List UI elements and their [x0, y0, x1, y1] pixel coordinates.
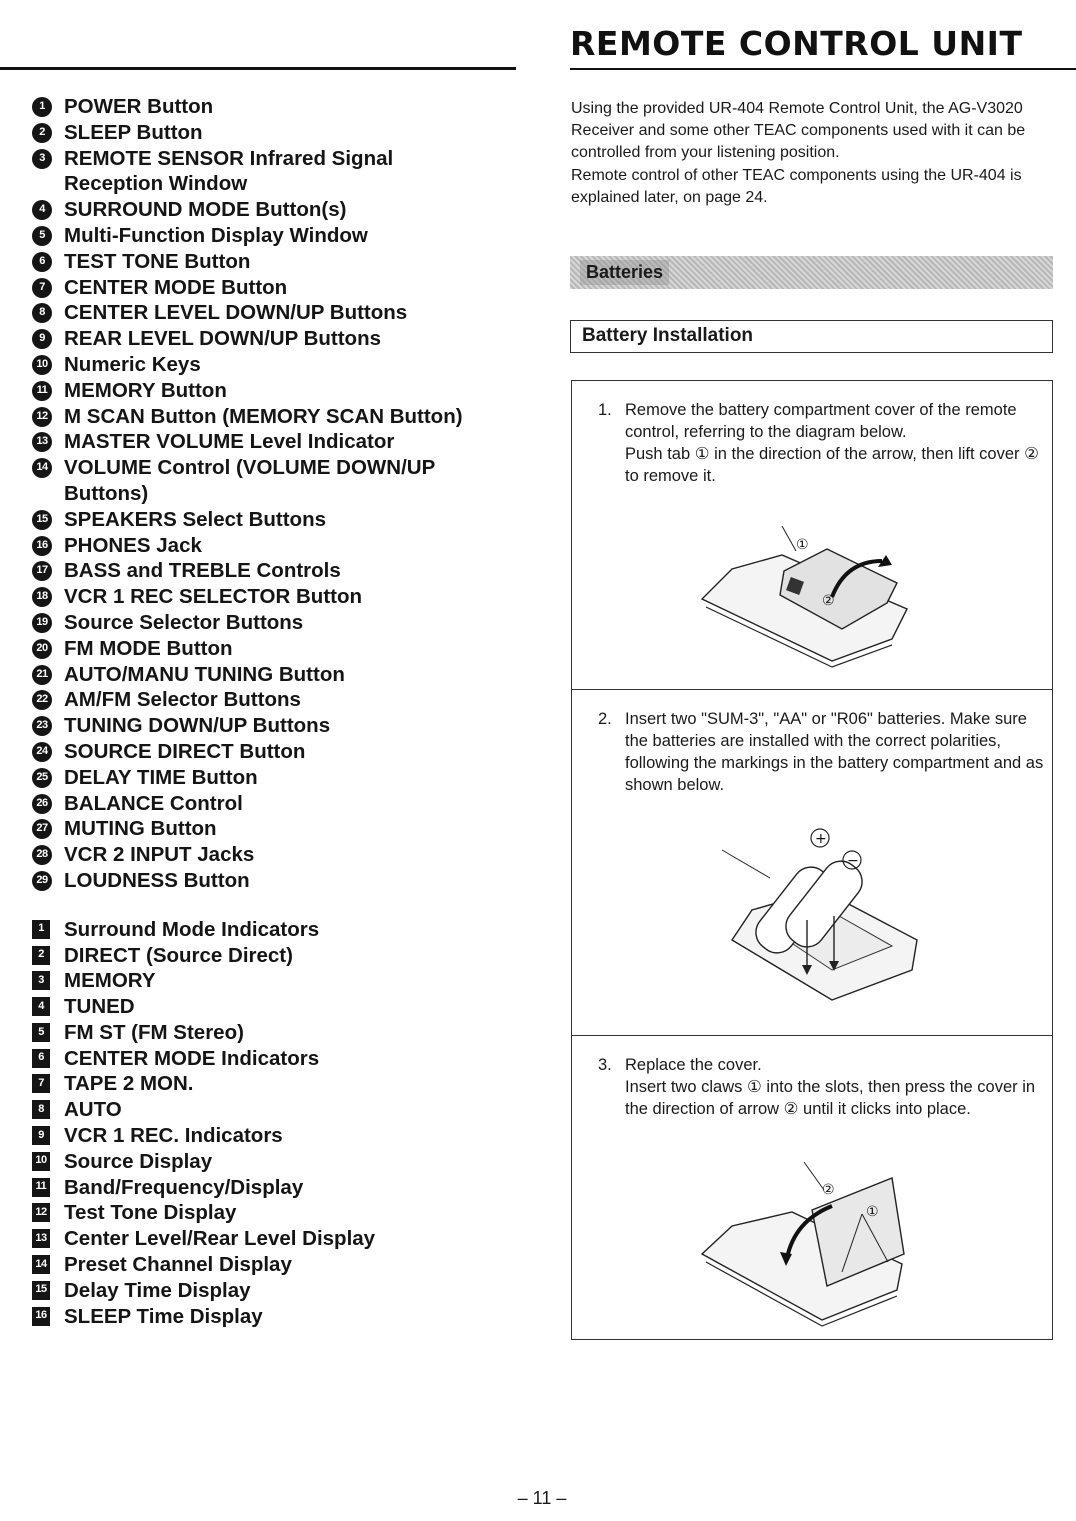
number-badge: 2: [32, 123, 52, 143]
display-list-item: 11 Band/Frequency/Display: [32, 1175, 532, 1201]
number-badge: 28: [32, 845, 52, 865]
callout-2: ②: [822, 593, 835, 609]
square-badge: 13: [32, 1229, 50, 1248]
square-badge: 9: [32, 1126, 50, 1145]
square-badge: 7: [32, 1074, 50, 1093]
list-item: 8 CENTER LEVEL DOWN/UP Buttons: [32, 300, 532, 326]
list-item: 20 FM MODE Button: [32, 636, 532, 662]
svg-text:+: +: [815, 831, 827, 847]
list-item: 19 Source Selector Buttons: [32, 610, 532, 636]
step-number: 1.: [598, 401, 612, 419]
list-item: 28 VCR 2 INPUT Jacks: [32, 842, 532, 868]
callout-2: ②: [822, 1182, 835, 1198]
square-badge: 16: [32, 1307, 50, 1326]
display-list-item: 7 TAPE 2 MON.: [32, 1071, 532, 1097]
batteries-banner: [570, 256, 1053, 289]
display-list-item: 4 TUNED: [32, 994, 532, 1020]
step-number: 3.: [598, 1056, 612, 1074]
number-badge: 24: [32, 742, 52, 762]
list-item: 26 BALANCE Control: [32, 791, 532, 817]
number-badge: 19: [32, 613, 52, 633]
list-item: 25 DELAY TIME Button: [32, 765, 532, 791]
display-list-item: 1 Surround Mode Indicators: [32, 917, 532, 943]
callout-1: ①: [796, 537, 809, 553]
number-badge: 10: [32, 355, 52, 375]
list-item: 13 MASTER VOLUME Level Indicator: [32, 429, 532, 455]
square-badge: 8: [32, 1100, 50, 1119]
number-badge: 3: [32, 149, 52, 169]
intro-paragraph: Using the provided UR-404 Remote Control Unit, the AG-V3020 Receiver and some other TEAC components used with it can be controlled from your listening position.: [571, 100, 1026, 162]
number-badge: 14: [32, 458, 52, 478]
list-item: 2 SLEEP Button: [32, 120, 532, 146]
display-list-item: 16 SLEEP Time Display: [32, 1304, 532, 1330]
display-list-item: 5 FM ST (FM Stereo): [32, 1020, 532, 1046]
list-item: 24 SOURCE DIRECT Button: [32, 739, 532, 765]
number-badge: 27: [32, 819, 52, 839]
insert-batteries-diagram: [712, 820, 942, 1020]
remove-cover-diagram: [692, 521, 922, 671]
display-list-item: 15 Delay Time Display: [32, 1278, 532, 1304]
square-badge: 11: [32, 1178, 50, 1197]
square-badge: 15: [32, 1281, 50, 1300]
number-badge: 29: [32, 871, 52, 891]
square-badge: 5: [32, 1023, 50, 1042]
list-item: 7 CENTER MODE Button: [32, 275, 532, 301]
installation-steps: [571, 380, 1053, 1340]
square-badge: 12: [32, 1203, 50, 1222]
display-list-item: 2 DIRECT (Source Direct): [32, 943, 532, 969]
number-badge: 18: [32, 587, 52, 607]
display-list-item: 13 Center Level/Rear Level Display: [32, 1226, 532, 1252]
list-item: 16 PHONES Jack: [32, 533, 532, 559]
list-item: 6 TEST TONE Button: [32, 249, 532, 275]
number-badge: 25: [32, 768, 52, 788]
number-badge: 7: [32, 278, 52, 298]
square-badge: 1: [32, 920, 50, 939]
replace-cover-diagram: [692, 1154, 922, 1330]
display-list-item: 10 Source Display: [32, 1149, 532, 1175]
list-item: 5 Multi-Function Display Window: [32, 223, 532, 249]
number-badge: 26: [32, 794, 52, 814]
list-item: 14 VOLUME Control (VOLUME DOWN/UP Buttons): [32, 455, 532, 507]
list-item: 23 TUNING DOWN/UP Buttons: [32, 713, 532, 739]
list-item: 10 Numeric Keys: [32, 352, 532, 378]
page-number: – 11 –: [517, 1488, 567, 1508]
step-3: 3. Replace the cover. Insert two claws ① into the slots, then press the cover in the direction of arrow ② until it clicks into place. ② ①: [572, 1035, 1052, 1340]
square-badge: 2: [32, 946, 50, 965]
number-badge: 6: [32, 252, 52, 272]
list-item: 12 M SCAN Button (MEMORY SCAN Button): [32, 404, 532, 430]
list-item: 1 POWER Button: [32, 94, 532, 120]
list-item: 3 REMOTE SENSOR Infrared Signal Reception Window: [32, 146, 532, 198]
battery-installation-heading: Battery Installation: [570, 320, 1053, 353]
header-rule-right: [570, 68, 1076, 70]
square-badge: 6: [32, 1049, 50, 1068]
square-badge: 4: [32, 997, 50, 1016]
display-list-item: 14 Preset Channel Display: [32, 1252, 532, 1278]
list-item: 9 REAR LEVEL DOWN/UP Buttons: [32, 326, 532, 352]
list-item: 29 LOUDNESS Button: [32, 868, 532, 894]
display-list-item: 12 Test Tone Display: [32, 1200, 532, 1226]
list-item: 4 SURROUND MODE Button(s): [32, 197, 532, 223]
number-badge: 15: [32, 510, 52, 530]
header-rule-left: [0, 67, 516, 70]
number-badge: 22: [32, 690, 52, 710]
number-badge: 23: [32, 716, 52, 736]
intro-text: [571, 98, 1051, 209]
parts-list: [32, 94, 532, 1329]
step-1: 1. Remove the battery compartment cover of the remote control, referring to the diagram below. Push tab ① in the direction of the arrow, then lift cover ② to remove it. ① ②: [572, 381, 1052, 689]
svg-text:−: −: [847, 853, 859, 869]
number-badge: 21: [32, 665, 52, 685]
number-badge: 4: [32, 200, 52, 220]
number-badge: 9: [32, 329, 52, 349]
number-badge: 1: [32, 97, 52, 117]
list-item: 22 AM/FM Selector Buttons: [32, 687, 532, 713]
step-2: 2. Insert two "SUM-3", "AA" or "R06" batteries. Make sure the batteries are installed with the correct polarities, following the markings in the battery compartment and as shown below. + −: [572, 689, 1052, 1036]
list-item: 18 VCR 1 REC SELECTOR Button: [32, 584, 532, 610]
list-item: 15 SPEAKERS Select Buttons: [32, 507, 532, 533]
intro-paragraph: Remote control of other TEAC components using the UR-404 is explained later, on page 24.: [571, 166, 1022, 206]
square-badge: 3: [32, 971, 50, 990]
display-list-item: 8 AUTO: [32, 1097, 532, 1123]
number-badge: 17: [32, 561, 52, 581]
list-item: 27 MUTING Button: [32, 816, 532, 842]
list-item: 11 MEMORY Button: [32, 378, 532, 404]
step-number: 2.: [598, 710, 612, 728]
display-list-item: 9 VCR 1 REC. Indicators: [32, 1123, 532, 1149]
number-badge: 5: [32, 226, 52, 246]
number-badge: 16: [32, 536, 52, 556]
display-list-item: 3 MEMORY: [32, 968, 532, 994]
page-title: REMOTE CONTROL UNIT: [570, 24, 1023, 63]
display-list-item: 6 CENTER MODE Indicators: [32, 1046, 532, 1072]
square-badge: 14: [32, 1255, 50, 1274]
number-badge: 11: [32, 381, 52, 401]
list-gap: [32, 894, 532, 917]
number-badge: 13: [32, 432, 52, 452]
number-badge: 8: [32, 303, 52, 323]
list-item: 17 BASS and TREBLE Controls: [32, 558, 532, 584]
batteries-heading: Batteries: [580, 260, 669, 285]
number-badge: 12: [32, 407, 52, 427]
list-item: 21 AUTO/MANU TUNING Button: [32, 662, 532, 688]
number-badge: 20: [32, 639, 52, 659]
square-badge: 10: [32, 1152, 50, 1171]
callout-1: ①: [866, 1204, 879, 1220]
